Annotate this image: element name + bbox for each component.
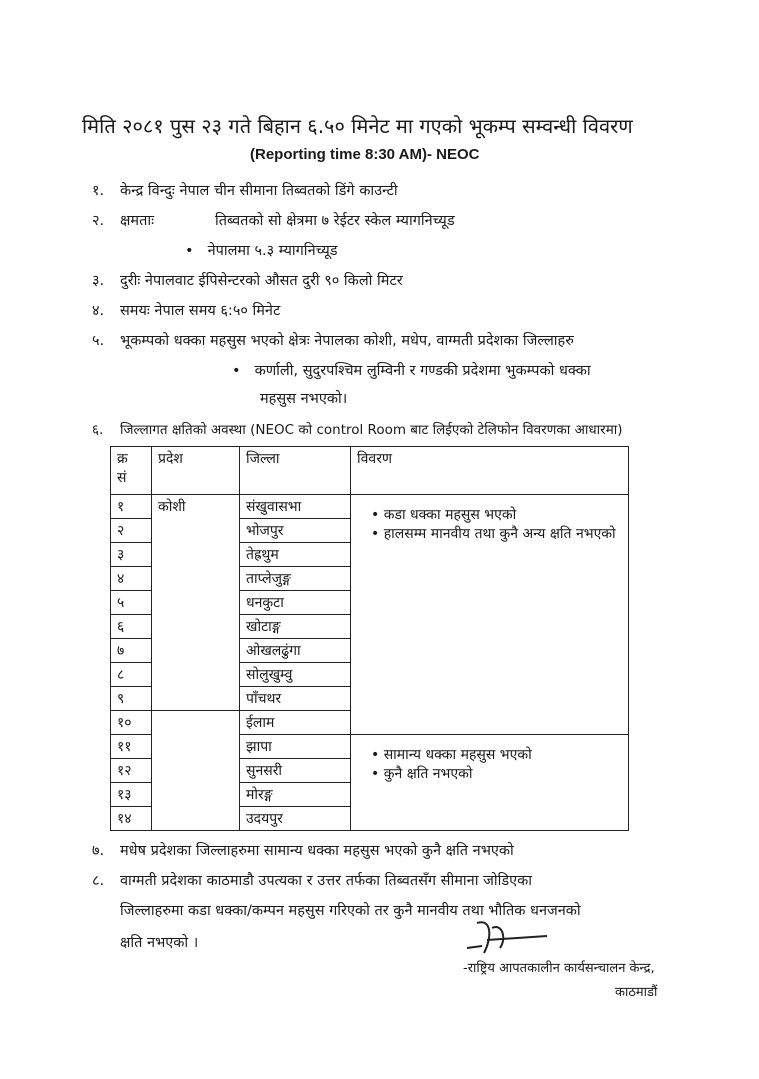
details-group-2 [351,735,629,831]
details-group-1 [351,495,629,735]
row-sn: ७ [111,639,152,663]
row-district: संखुवासभा [240,495,351,519]
row-sn: १ [111,495,152,519]
header-district: जिल्ला [240,447,351,495]
item-number: १. [92,183,105,199]
item-not-felt-line1: • कर्णाली, सुदुरपश्चिम लुम्विनी र गण्डकी प्रदेशमा भुकम्पको धक्का [232,360,591,380]
row-sn: १४ [111,807,152,831]
item-text: केन्द्र विन्दुः नेपाल चीन सीमाना तिब्वतको डिंगे काउन्टी [120,183,398,199]
district-damage-table [110,446,629,831]
row-sn: ८ [111,663,152,687]
item-bagmati-line1 [92,870,532,890]
item-magnitude [92,210,455,230]
row-district: पाँचथर [240,687,351,711]
item-text: मधेष प्रदेशका जिल्लाहरुमा सामान्य धक्का महसुस भएको कुनै क्षति नभएको [120,843,514,859]
item-not-felt-line2: महसुस नभएको। [260,391,348,407]
item-number: ४. [92,303,105,319]
table-row [111,495,629,519]
province-cell-empty [152,711,240,831]
row-district: ओखलढुंगा [240,639,351,663]
item-madhesh [92,840,514,860]
item-number: ६. [92,422,104,438]
item-district-damage [92,420,623,438]
item-number: ३. [92,273,105,289]
signature-icon [462,918,552,958]
row-sn: १२ [111,759,152,783]
row-sn: ९ [111,687,152,711]
table-header-row [111,447,629,495]
item-number: ७. [92,843,105,859]
item-number: ५. [92,333,105,349]
row-sn: ४ [111,567,152,591]
item-text: दुरीः नेपालवाट ईपिसेन्टरको औसत दुरी ९० किलो मिटर [120,273,403,289]
detail-item: • हालसम्म मानवीय तथा कुनै अन्य क्षति नभएको [371,524,622,543]
detail-item: • कुनै क्षति नभएको [371,764,622,783]
detail-item: • कडा धक्का महसुस भएको [371,505,622,524]
row-district: ताप्लेजुङ्ग [240,567,351,591]
row-sn: १३ [111,783,152,807]
detail-item: • सामान्य धक्का महसुस भएको [371,745,622,764]
item-text: तिब्वतको सो क्षेत्रमा ७ रेईटर स्केल म्यागनिच्यूड [215,213,455,229]
row-sn: ५ [111,591,152,615]
row-sn: १० [111,711,152,735]
row-district: मोरङ्ग [240,783,351,807]
item-epicenter [92,180,398,200]
row-sn: २ [111,519,152,543]
header-sn: क्र सं [111,447,152,495]
item-bagmati-line3: क्षति नभएको । [120,935,199,951]
header-province: प्रदेश [152,447,240,495]
province-cell: कोशी [152,495,240,711]
signature-place: काठमाडौं [615,985,658,1000]
item-number: ८. [92,873,105,889]
row-district: उदयपुर [240,807,351,831]
reporting-time: (Reporting time 8:30 AM)- NEOC [250,146,480,163]
row-district: झापा [240,735,351,759]
row-district: सोलुखुम्वु [240,663,351,687]
signature-org: -राष्ट्रिय आपतकालीन कार्यसन्चालन केन्द्र, [463,961,655,976]
item-number: २. [92,213,105,229]
header-details: विवरण [351,447,629,495]
document-title: मिति २०८१ पुस २३ गते बिहान ६.५० मिनेट मा गएको भूकम्प सम्वन्धी विवरण [82,114,633,138]
row-district: सुनसरी [240,759,351,783]
item-distance [92,270,403,290]
item-time [92,300,280,320]
row-sn: ३ [111,543,152,567]
item-text: जिल्लागत क्षतिको अवस्था (NEOC को control Room बाट लिईएको टेलिफोन विवरणका आधारमा) [120,422,623,438]
row-sn: ११ [111,735,152,759]
item-bagmati-line2: जिल्लाहरुमा कडा धक्का/कम्पन महसुस गरिएको तर कुनै मानवीय तथा भौतिक धनजनको [120,903,581,919]
row-sn: ६ [111,615,152,639]
item-felt-area [92,330,574,350]
item-magnitude-nepal: • नेपालमा ५.३ म्यागनिच्यूड [185,240,338,260]
item-label: क्षमताः [120,213,155,229]
item-text: समयः नेपाल समय ६:५० मिनेट [120,303,281,319]
item-text: भूकम्पको धक्का महसुस भएको क्षेत्रः नेपालका कोशी, मधेप, वाग्मती प्रदेशका जिल्लाहरु [120,333,574,349]
row-district: ईलाम [240,711,351,735]
row-district: धनकुटा [240,591,351,615]
row-district: तेह्रथुम [240,543,351,567]
row-district: भोजपुर [240,519,351,543]
row-district: खोटाङ्ग [240,615,351,639]
item-text: वाग्मती प्रदेशका काठमाडौ उपत्यका र उत्तर तर्फका तिब्वतसँग सीमाना जोडिएका [120,873,533,889]
